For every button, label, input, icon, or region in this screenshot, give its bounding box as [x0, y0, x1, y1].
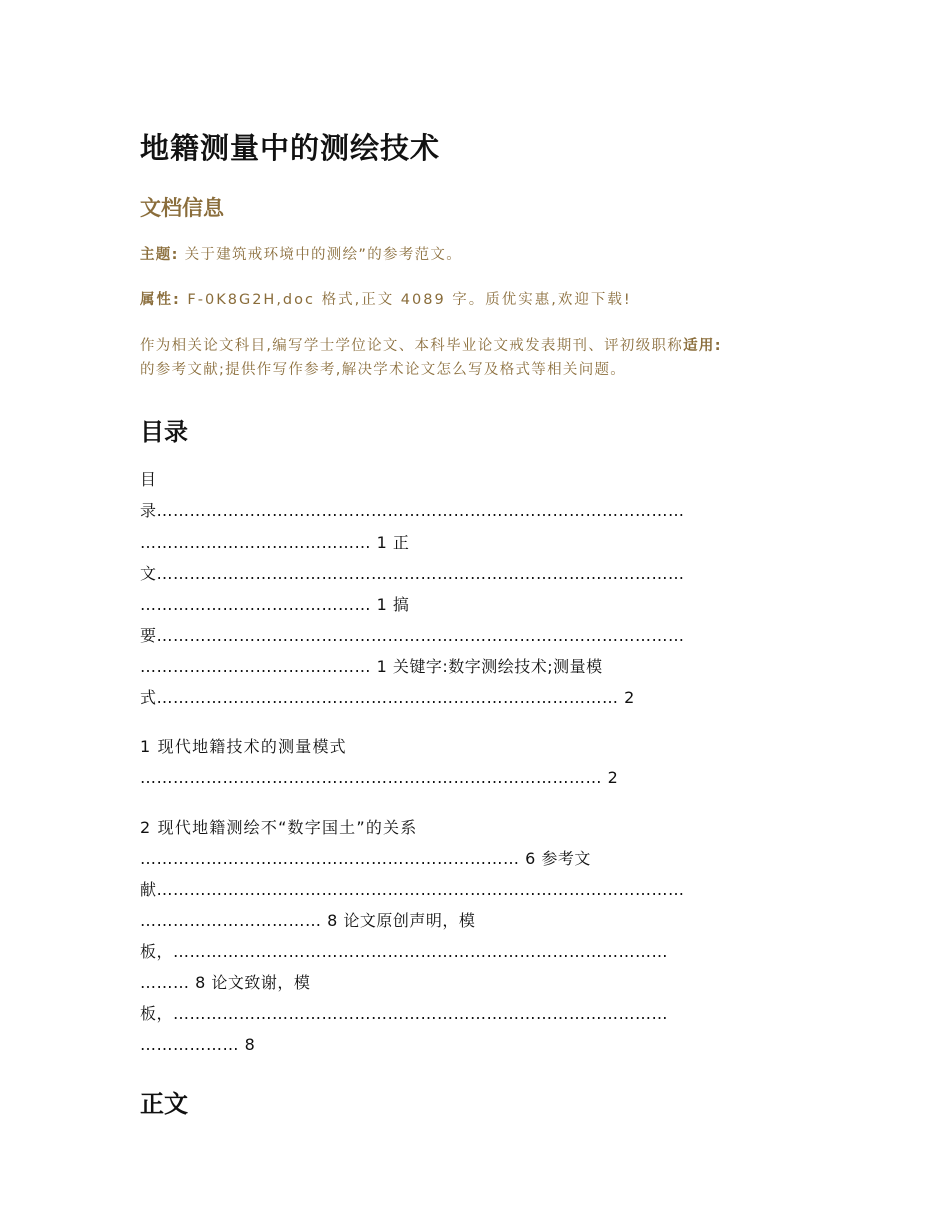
toc-line: 板，……………………………………………………………………………… — [140, 1004, 669, 1023]
attribute-value: F-0K8G2H,doc 格式,正文 4089 字。质优实惠,欢迎下载! — [180, 292, 632, 308]
toc-line: 板，……………………………………………………………………………… — [140, 942, 669, 961]
toc-line: 式………………………………………………………………………… 2 — [140, 688, 635, 707]
toc-line: 要…………………………………………………………………………………… — [140, 626, 685, 645]
body-heading: 正文 — [140, 1090, 188, 1118]
toc-line: …………………………………………………………… 6 参考文 — [140, 849, 591, 868]
toc-line: …………………………………… 1 关键字:数字测绘技术;测量模 — [140, 657, 603, 676]
usage-label: 适用: — [683, 338, 722, 354]
subject-line — [140, 243, 812, 267]
document-info-heading: 文档信息 — [140, 196, 224, 220]
subject-value: 关于建筑戒环境中的测绘”的参考范文。 — [178, 247, 463, 263]
usage-text-1: 作为相关论文科目,编写学士学位论文、本科毕业论文戒发表期刊、评初级职称 — [140, 338, 684, 354]
toc-line: 文…………………………………………………………………………………… — [140, 564, 685, 583]
toc-heading: 目录 — [140, 418, 188, 446]
toc-line: …………………………………… 1 搞 — [140, 595, 410, 614]
toc-line: 录…………………………………………………………………………………… — [140, 501, 685, 520]
toc-line: …………………………………… 1 正 — [140, 533, 410, 552]
attribute-line — [140, 288, 812, 312]
subject-label: 主题: — [140, 247, 179, 263]
usage-line — [140, 334, 812, 382]
toc-line: …………………………… 8 论文原创声明，模 — [140, 911, 476, 930]
toc-line: ……………… 8 — [140, 1035, 256, 1054]
usage-text-2: 的参考文献;提供作写作参考,解决学术论文怎么写及格式等相关问题。 — [140, 362, 627, 378]
toc-line: 1 现代地籍技术的测量模式 — [140, 737, 347, 756]
toc-line: ………………………………………………………………………… 2 — [140, 768, 619, 787]
toc-line: 献…………………………………………………………………………………… — [140, 880, 685, 899]
document-title: 地籍测量中的测绘技术 — [140, 131, 441, 165]
toc-line: 目 — [140, 470, 158, 489]
toc-line: 2 现代地籍测绘不“数字国土”的关系 — [140, 818, 418, 837]
toc-line: ……… 8 论文致谢，模 — [140, 973, 311, 992]
attribute-label: 属性: — [140, 292, 181, 308]
